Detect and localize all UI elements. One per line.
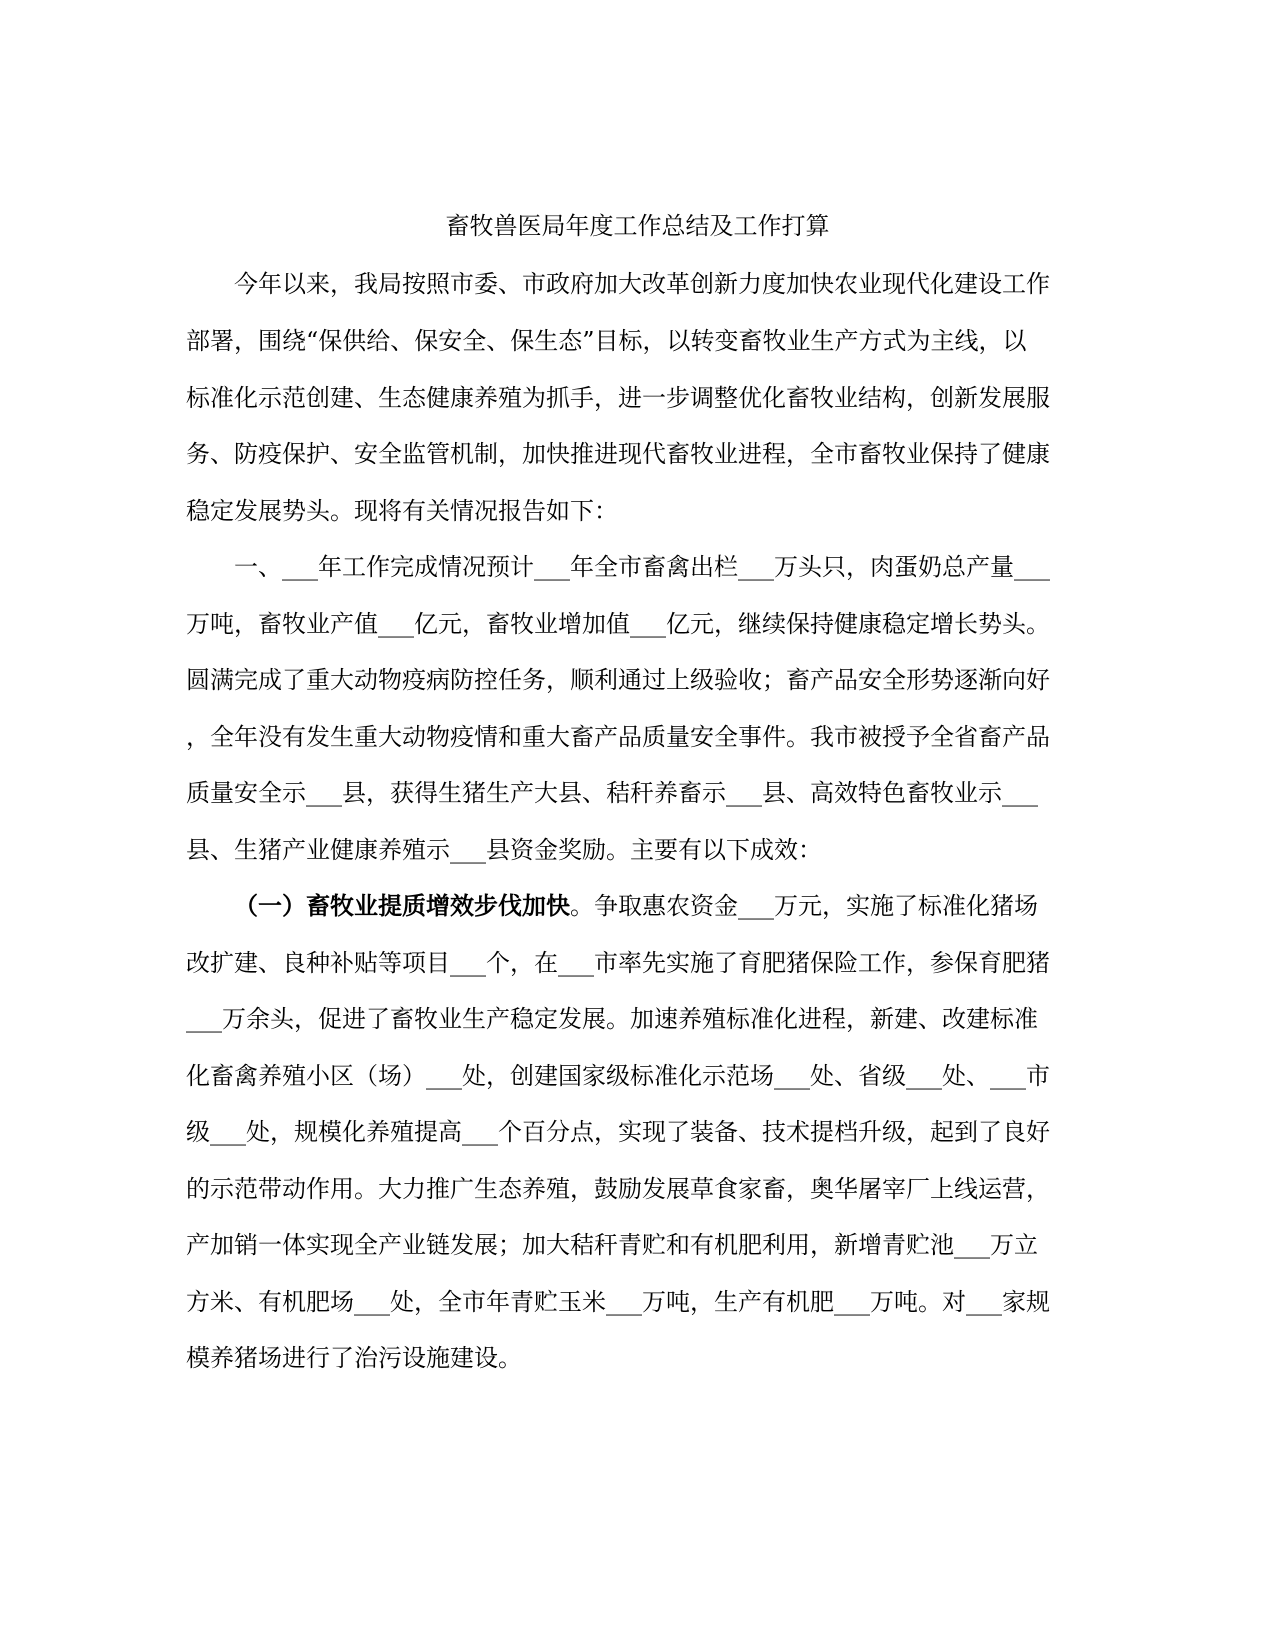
paragraph-line: 化畜禽养殖小区（场）___处，创建国家级标准化示范场___处、省级___处、___市	[186, 1062, 1050, 1090]
paragraph-line: 的示范带动作用。大力推广生态养殖，鼓励发展草食家畜，奥华屠宰厂上线运营，	[186, 1175, 1050, 1203]
paragraph-line: ，全年没有发生重大动物疫情和重大畜产品质量安全事件。我市被授予全省畜产品	[186, 723, 1050, 751]
paragraph-line: 务、防疫保护、安全监管机制，加快推进现代畜牧业进程，全市畜牧业保持了健康	[186, 440, 1050, 468]
paragraph-line: 县、生猪产业健康养殖示___县资金奖励。主要有以下成效：	[186, 836, 822, 864]
paragraph-line: ___万余头，促进了畜牧业生产稳定发展。加速养殖标准化进程，新建、改建标准	[186, 1005, 1038, 1033]
paragraph-line: 今年以来，我局按照市委、市政府加大改革创新力度加快农业现代化建设工作	[234, 270, 1050, 298]
section-heading: （一）畜牧业提质增效步伐加快	[234, 891, 570, 920]
paragraph-line: 方米、有机肥场___处，全市年青贮玉米___万吨，生产有机肥___万吨。对___家规	[186, 1288, 1050, 1316]
paragraph-line: 级___处，规模化养殖提高___个百分点，实现了装备、技术提档升级，起到了良好	[186, 1118, 1050, 1146]
paragraph-line: 质量安全示___县，获得生猪生产大县、秸秆养畜示___县、高效特色畜牧业示___	[186, 779, 1038, 807]
paragraph-text: 。争取惠农资金___万元，实施了标准化猪场	[570, 892, 1038, 920]
paragraph-line: 万吨，畜牧业产值___亿元，畜牧业增加值___亿元，继续保持健康稳定增长势头。	[186, 610, 1050, 638]
paragraph-line: 模养猪场进行了治污设施建设。	[186, 1344, 522, 1372]
paragraph-line: 一、___年工作完成情况预计___年全市畜禽出栏___万头只，肉蛋奶总产量___	[234, 553, 1050, 581]
paragraph-line: 改扩建、良种补贴等项目___个，在___市率先实施了育肥猪保险工作，参保育肥猪	[186, 949, 1050, 977]
section-heading-line	[234, 886, 1086, 926]
paragraph-line: 产加销一体实现全产业链发展；加大秸秆青贮和有机肥利用，新增青贮池___万立	[186, 1231, 1038, 1259]
paragraph-line: 标准化示范创建、生态健康养殖为抓手，进一步调整优化畜牧业结构，创新发展服	[186, 384, 1050, 412]
document-title: 畜牧兽医局年度工作总结及工作打算	[445, 212, 830, 240]
paragraph-line: 部署，围绕“保供给、保安全、保生态”目标，以转变畜牧业生产方式为主线，以	[186, 327, 1027, 355]
paragraph-line: 稳定发展势头。现将有关情况报告如下：	[186, 497, 618, 525]
paragraph-line: 圆满完成了重大动物疫病防控任务，顺利通过上级验收；畜产品安全形势逐渐向好	[186, 666, 1050, 694]
